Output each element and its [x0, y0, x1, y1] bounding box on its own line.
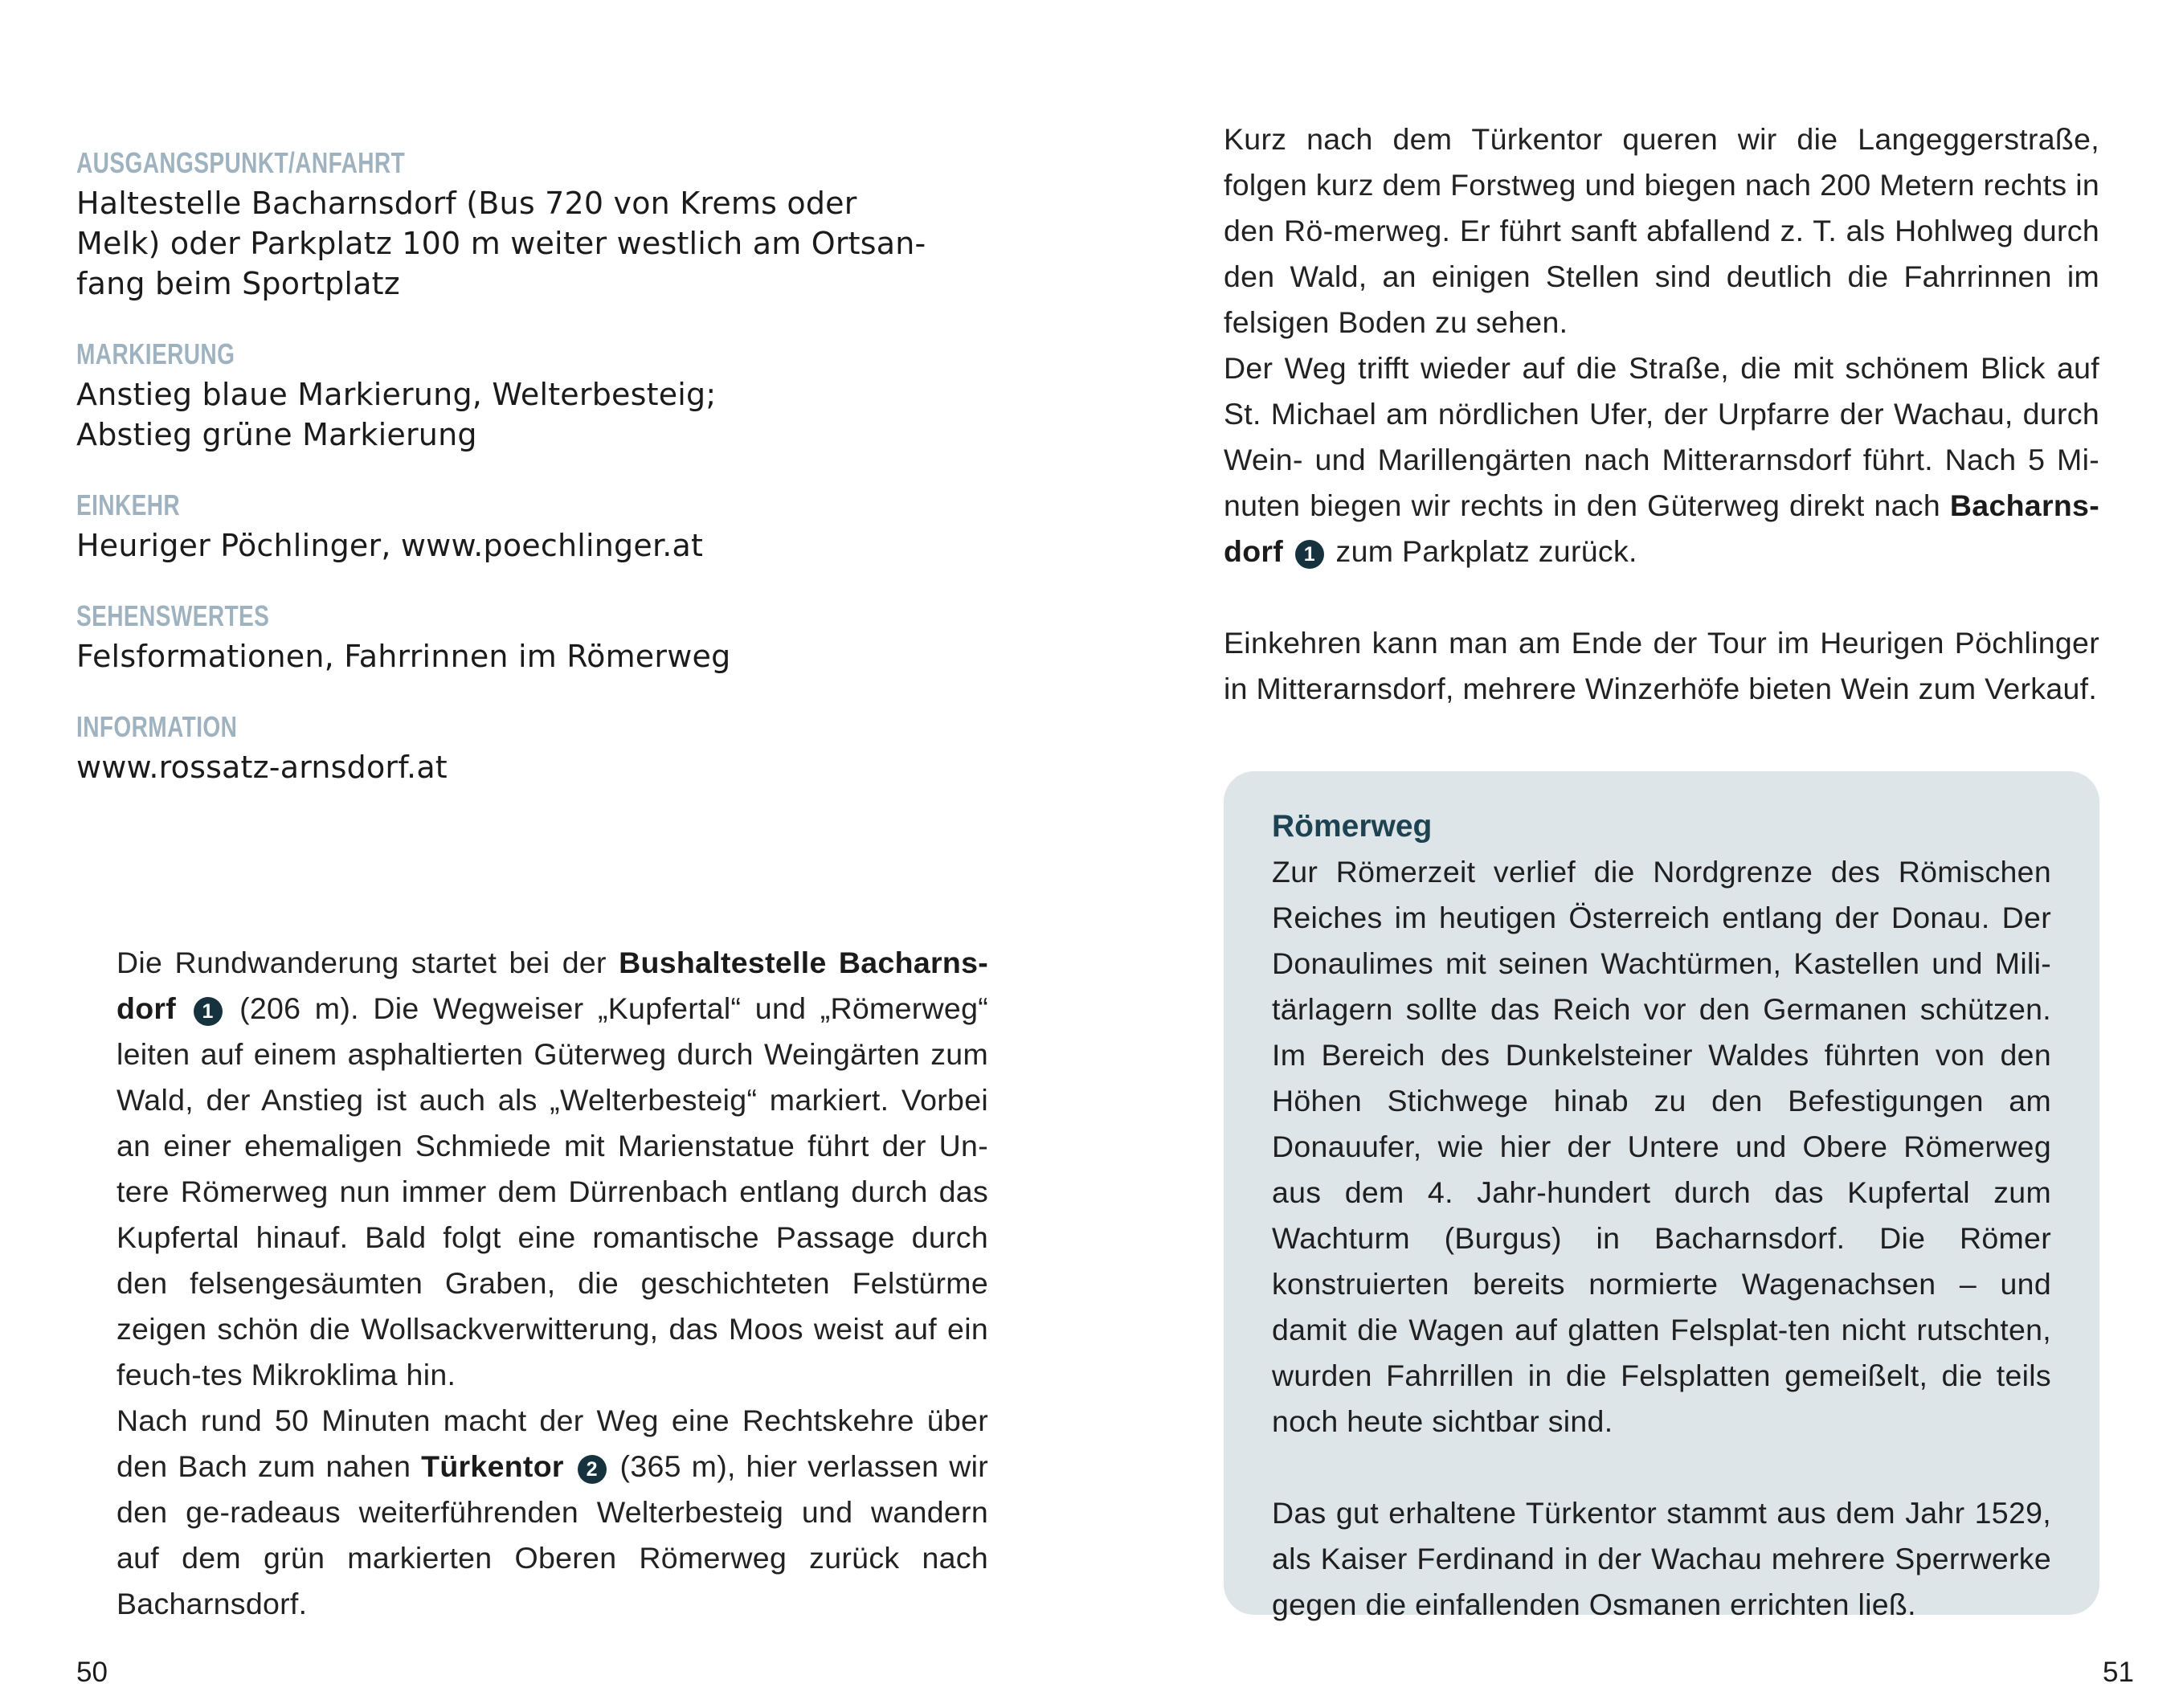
info-block-information	[76, 707, 1008, 787]
paragraph: Zur Römerzeit verlief die Nordgrenze des Römischen Reiches im heutigen Österreich entlang der Donau. Der Donaulimes mit seinen Wachtürmen, Kastellen und Mili-tärlagern sollte das Reich vor den Germanen schützen. Im Bereich des Dunkelsteiner Waldes führten von den Höhen Stichwege hinab zu den Befestigungen am Donauufer, wie hier der Untere und Obere Römerweg aus dem 4. Jahr-hundert durch das Kupfertal zum Wachturm (Burgus) in Bacharnsdorf. Die Römer konstruierten bereits normierte Wagenachsen – und damit die Wagen auf glatten Felsplat-ten nicht rutschten, wurden Fahrrillen in die Felsplatten gemeißelt, die teils noch heute sichtbar sind.	[1272, 855, 2051, 1438]
text-run: Die Rundwanderung startet bei der	[117, 946, 607, 979]
paragraph: Das gut erhaltene Türkentor stammt aus dem Jahr 1529, als Kaiser Ferdinand in der Wachau mehrere Sperrwerke gegen die einfallenden Osmanen errichten ließ.	[1272, 1496, 2051, 1621]
route-description	[117, 940, 988, 1627]
paragraph	[117, 940, 988, 1398]
location-bacharnsdorf: Bacharns-dorf	[1224, 488, 2100, 568]
text-run: (365 m), hier verlassen wir den ge-radeaus weiterführenden Welterbesteig und wandern auf dem grün markierten Oberen Römerweg zurück nach Bacharnsdorf.	[117, 1449, 988, 1620]
info-block-stopover	[76, 485, 1008, 566]
info-text: Felsformationen, Fahrrinnen im Römerweg	[76, 639, 731, 674]
info-block-sights	[76, 596, 1008, 676]
info-text: Haltestelle Bacharnsdorf (Bus 720 von Krems oder Melk) oder Parkplatz 100 m weiter westlich am Ortsan- fang beim Sportplatz	[76, 186, 926, 301]
paragraph-gap	[1272, 1444, 2051, 1490]
info-heading: INFORMATION	[76, 710, 238, 743]
info-block-marking	[76, 334, 1008, 455]
paragraph: Kurz nach dem Türkentor queren wir die Langeggerstraße, folgen kurz dem Forstweg und biegen nach 200 Metern rechts in den Rö-merweg. Er führt sanft abfallend z. T. als Hohlweg durch den Wald, an einigen Stellen sind deutlich die Fahrrinnen im felsigen Boden zu sehen.	[1224, 122, 2099, 339]
info-heading: MARKIERUNG	[76, 337, 235, 370]
text-run: Nach rund 50 Minuten macht der Weg eine Rechtskehre über den Bach zum nahen	[117, 1404, 988, 1483]
paragraph	[117, 1398, 988, 1627]
text-run: Der Weg trifft wieder auf die Straße, die mit schönem Blick auf St. Michael am nördlichen Ufer, der Urpfarre der Wachau, durch Wein- und Marillengärten nach Mitterarnsdorf führt. Nach 5 Mi-nuten biegen wir rechts in den Güterweg direkt nach	[1224, 351, 2099, 522]
info-text: Heuriger Pöchlinger, www.poechlinger.at	[76, 528, 704, 563]
info-text: Anstieg blaue Markierung, Welterbesteig; Abstieg grüne Markierung	[76, 377, 717, 452]
info-heading: EINKEHR	[76, 488, 181, 521]
route-description-continued	[1224, 116, 2099, 712]
box-body	[1272, 849, 2051, 1628]
info-block-start	[76, 143, 1008, 304]
info-heading: AUSGANGSPUNKT/ANFAHRT	[76, 146, 406, 179]
left-page	[0, 0, 1091, 1708]
info-section	[76, 143, 1008, 818]
waypoint-marker-1: 1	[194, 997, 223, 1026]
paragraph: Einkehren kann man am Ende der Tour im Heurigen Pöchlinger in Mitterarnsdorf, mehrere Winzerhöfe bieten Wein zum Verkauf.	[1224, 626, 2099, 705]
waypoint-marker-2: 2	[578, 1455, 607, 1484]
text-run: (206 m). Die Wegweiser „Kupfertal“ und „Römerweg“ leiten auf einem asphaltierten Güterweg durch Weingärten zum Wald, der Anstieg ist auch als „Welterbesteig“ markiert. Vorbei an einer ehemaligen Schmiede mit Marienstatue führt der Un-tere Römerweg nun immer dem Dürrenbach entlang durch das Kupfertal hinauf. Bald folgt eine romantische Passage durch den felsengesäumten Graben, die geschichteten Felstürme zeigen schön die Wollsackverwitterung, das Moos weist auf ein feuch-tes Mikroklima hin.	[117, 991, 989, 1391]
location-bacharnsdorf: Bushaltestelle Bacharns-dorf	[117, 946, 989, 1025]
paragraph-gap	[1224, 574, 2099, 620]
info-heading: SEHENSWERTES	[76, 599, 270, 632]
text-run: zum Parkplatz zurück.	[1335, 534, 1637, 568]
info-text: www.rossatz-arnsdorf.at	[76, 750, 448, 785]
right-page	[1091, 0, 2183, 1708]
box-title: Römerweg	[1272, 809, 1433, 844]
waypoint-marker-1: 1	[1295, 540, 1324, 569]
page-number: 51	[2103, 1657, 2134, 1688]
paragraph	[1224, 345, 2099, 574]
info-box-roemerweg	[1224, 771, 2099, 1621]
location-tuerkentor: Türkentor	[421, 1449, 564, 1483]
page-number: 50	[76, 1657, 108, 1688]
